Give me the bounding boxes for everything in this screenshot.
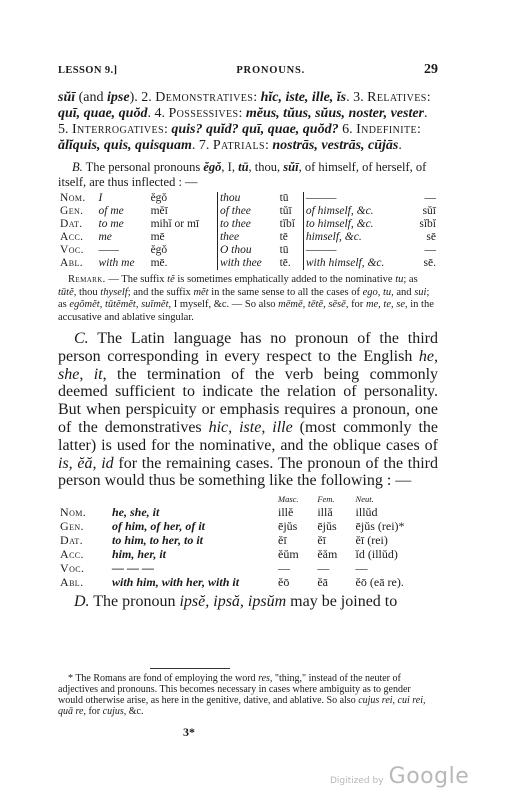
third-person-cell-eng: he, she, it [112,505,160,520]
footnote-rule [150,668,230,669]
pC-run: , the termination of the verb being commonly deemed sufficient to indicate the relation of personality. But when perspicuity or emphasis requires a pronoun, one of the demonstratives [58,365,439,436]
third-person-cell-case: Voc. [60,561,85,576]
remark-run: me, te, se [365,299,406,310]
gender-header-row [58,494,438,505]
pD-run: ipsĕ, ipsă, ipsŭm [179,593,287,611]
remark-run: Remark. [68,274,106,285]
remark-run: tūtĕ [58,286,74,298]
google-logo: Google [388,764,470,789]
pronoun-cell-l2: tū [279,192,289,204]
footnote-run: , for [83,706,103,717]
watermark-small: Digitized by [330,776,384,786]
paragraph-d [58,593,438,611]
third-person-cell-eng: with him, with her, with it [112,575,240,590]
p1-run: quī, quae, quŏd [58,106,148,121]
footnote-run: , &c. [123,706,144,717]
footnote-run: , "thing," instead of the neuter of adjectives and pronouns. This becomes necessary in cases where ambiguity as to gender would otherwise arise, as here in the genitive, dative, and ablative. So also [58,673,411,706]
lesson-label: LESSON 9.] [58,65,118,76]
pronoun-cell-e3: ——— [303,244,411,257]
pC-run: (most commonly the latter) is used for the nominative, and the oblique cases of [58,418,439,454]
pC-run: hic, iste, ille [208,418,293,436]
digitized-watermark [330,764,469,789]
p1-run: ipse [107,90,130,105]
pronoun-cell-e1: with me [98,257,135,269]
pronoun-row [58,205,438,218]
p1-run: : [426,90,431,105]
footnote-run: cujus [102,706,124,717]
p1-run: Demonstratives [155,90,254,105]
remark-run: in the same sense to all the cases of [208,286,363,298]
pB-run: , I, [221,160,239,174]
footnote-run: cujus rei, cui rei, quā re [58,695,426,717]
third-person-cell-n: — [355,561,368,576]
pronoun-cell-l1: mē [150,231,165,243]
third-person-cell-m: — [278,561,290,576]
pronoun-cell-e1: of me [98,205,124,217]
pronoun-cell-l1: mĕī [150,205,168,217]
third-person-cell-m: ĕī [278,533,287,548]
third-person-cell-eng: of him, of her, of it [112,519,206,534]
pC-run: he, she, it [58,347,438,383]
pronoun-row [58,218,438,231]
third-person-cell-m: ējŭs [278,519,298,534]
third-person-cell-n: ējŭs (rei)* [355,519,405,534]
p1-run: ). 2. [129,90,156,105]
third-person-cell-f: ĕăm [317,547,338,562]
p1-run: hĭc, iste, ille, ĭs [260,90,347,105]
page-number: 29 [424,62,438,77]
p1-run: Patrials [212,138,265,153]
third-person-cell-n: ĭd (illŭd) [355,547,398,562]
pronoun-cell-e1: —— [98,244,119,256]
pronoun-cell-e3: ——— [303,192,411,205]
remark-run: ; and the suffix [127,286,194,298]
p1-run: quis? quĭd? quī, quae, quŏd? [171,122,339,137]
third-person-cell-f: illă [317,505,333,520]
remark-run: , thou [73,286,101,298]
remark-run: ; as [58,286,430,310]
pronoun-cell-l3: sŭī [422,205,436,217]
third-person-cell-n: ĕō (eā re). [355,575,404,590]
pronoun-cell-l1: ĕgŏ [150,192,168,204]
pronoun-cell-l3: — [424,192,436,204]
pronoun-cell-e2: of thee [217,205,277,218]
pronoun-cell-case: Dat. [60,218,83,230]
pronoun-cell-e1: me [98,231,112,243]
pronoun-cell-e2: thou [217,192,277,205]
footnote [58,673,438,717]
pronoun-cell-e2: to thee [217,218,277,231]
remark-run: , I myself, &c. — So also [168,299,279,310]
remark-note [58,274,438,324]
third-person-cell-n: illŭd [355,505,378,520]
p1-run: Relatives [367,90,427,105]
remark-run: mĕt [193,286,209,298]
pronoun-cell-l2: tē [279,231,288,243]
neut-header: Neut. [355,494,374,505]
fem-header: Fem. [317,494,335,505]
third-person-cell-f: ĕī [317,533,326,548]
paragraph-b [58,160,438,190]
pronoun-cell-l3: — [424,244,436,256]
pC-run: is, ĕă, id [58,454,114,472]
pronoun-cell-e2: thee [217,231,277,244]
remark-run: , for [345,299,366,310]
third-person-cell-case: Nom. [60,505,87,520]
third-person-cell-eng: to him, to her, to it [112,533,204,548]
remark-run: ; as [403,274,418,285]
pC-run: The Latin language has no pronoun of the third person corresponding in every respect to the English [58,330,438,365]
personal-pronoun-table [58,192,438,270]
pronoun-cell-e1: I [98,192,103,204]
remark-run: thyself [100,286,128,298]
remark-run: tĕ [167,274,175,285]
third-person-row [58,547,438,561]
footnote-run: res [258,673,270,684]
pB-run: , of himself, of herself, of itself, are thus inflected : — [58,160,427,189]
remark-run: is sometimes emphatically added to the nominative [174,274,396,285]
pronoun-cell-e2: with thee [217,257,277,270]
pronoun-cell-e3: to himself, &c. [303,218,411,231]
pronoun-cell-l1: mē. [150,257,168,269]
p1-run: Interrogatives [72,122,164,137]
pronoun-cell-case: Acc. [60,231,84,243]
p1-run: . 7. [191,138,213,153]
pC-run: for the remaining cases. The pronoun of the third person would thus be something like the following : — [58,454,439,490]
pD-run: may be joined to [286,593,398,611]
pB-run: tū [238,160,249,174]
third-person-cell-case: Dat. [60,533,84,548]
third-person-row [58,519,438,533]
third-person-cell-eng: him, her, it [112,547,167,562]
p1-run: 6. [338,122,357,137]
pronoun-cell-l1: mihĭ or mī [150,218,200,230]
p1-run: (and [75,90,108,105]
pronoun-row [58,231,438,244]
third-person-row [58,561,438,575]
pronoun-cell-case: Voc. [60,244,84,256]
paragraph-c [58,330,438,490]
p1-run: : [163,122,172,137]
masc-header: Masc. [278,494,299,505]
third-person-cell-m: ĕō [278,575,290,590]
pronoun-cell-l2: tū [279,244,289,256]
pronoun-cell-e1: to me [98,218,124,230]
third-person-row [58,505,438,519]
third-person-table [58,494,438,589]
third-person-cell-f: — [317,561,330,576]
p1-run: mĕus, tŭus, sŭus, noster, vester [245,106,425,121]
pB-run: The personal pronouns [82,160,204,174]
pronoun-cell-l2: tĭbĭ [279,218,295,230]
pB-run: B. [72,160,83,174]
pronoun-cell-l3: sē. [423,257,436,269]
p1-run: . 3. [346,90,368,105]
third-person-cell-case: Acc. [60,547,84,562]
third-person-cell-f: ējŭs [317,519,337,534]
pronoun-row [58,244,438,257]
pronoun-cell-e2: O thou [217,244,277,257]
remark-run: ego, tu, [362,286,394,298]
p1-run: sŭī [58,90,76,105]
p1-run: ălĭquis, quis, quisquam [58,138,192,153]
pC-run: C. [74,330,89,347]
p1-run: . [398,138,402,153]
p1-run: . 5. [58,106,428,137]
third-person-cell-eng: — — — [112,561,154,576]
remark-run: sui [414,286,427,298]
pronoun-cell-l2: tē. [279,257,291,269]
pD-run: The pronoun [89,593,180,611]
pronoun-row [58,257,438,270]
running-header [58,62,438,78]
third-person-cell-f: ĕā [317,575,328,590]
p1-run: : [253,90,261,105]
third-person-row [58,575,438,589]
pronoun-cell-case: Nom. [60,192,86,204]
p1-run: : [416,122,421,137]
pronoun-cell-l2: tŭī [279,205,292,217]
remark-run: egŏmĕt, tūtĕmĕt, suīmĕt [69,299,169,310]
pronoun-cell-l3: sē [426,231,436,243]
chapter-title: PRONOUNS. [236,65,306,76]
pB-run: sŭī [283,160,299,174]
p1-run: Indefinite [356,122,417,137]
footnote-run: * The Romans are fond of employing the word [68,673,259,684]
third-person-cell-n: ĕī (rei) [355,533,388,548]
remark-run: mēmē, tētē, sēsē [278,299,346,310]
pronoun-cell-e3: himself, &c. [303,231,411,244]
p1-run: : [238,106,246,121]
p1-run: : [264,138,273,153]
pronoun-cell-e3: of himself, &c. [303,205,411,218]
remark-run: , in the accusative and ablative singular. [58,299,434,323]
remark-run: tu [395,274,404,285]
remark-run: and [393,286,415,298]
pB-run: ĕgŏ [203,160,222,174]
third-person-cell-case: Gen. [60,519,84,534]
pronoun-cell-l3: sĭbĭ [419,218,436,230]
pronoun-cell-e3: with himself, &c. [303,257,411,270]
signature-mark: 3* [183,725,195,739]
p1-run: nostrās, vestrās, cūjās [272,138,399,153]
pronoun-cell-case: Abl. [60,257,84,269]
pB-run: , thou, [248,160,284,174]
pronoun-row [58,192,438,205]
pronoun-classes-paragraph [58,90,438,154]
pD-run: D. [74,593,90,611]
p1-run: . 4. [147,106,169,121]
third-person-cell-m: ĕŭm [278,547,299,562]
pronoun-cell-l1: ĕgŏ [150,244,168,256]
p1-run: Possessives [168,106,239,121]
third-person-cell-m: illĕ [278,505,294,520]
third-person-row [58,533,438,547]
remark-run: — The suffix [105,274,168,285]
pronoun-cell-case: Gen. [60,205,84,217]
book-page [58,62,438,611]
third-person-cell-case: Abl. [60,575,84,590]
